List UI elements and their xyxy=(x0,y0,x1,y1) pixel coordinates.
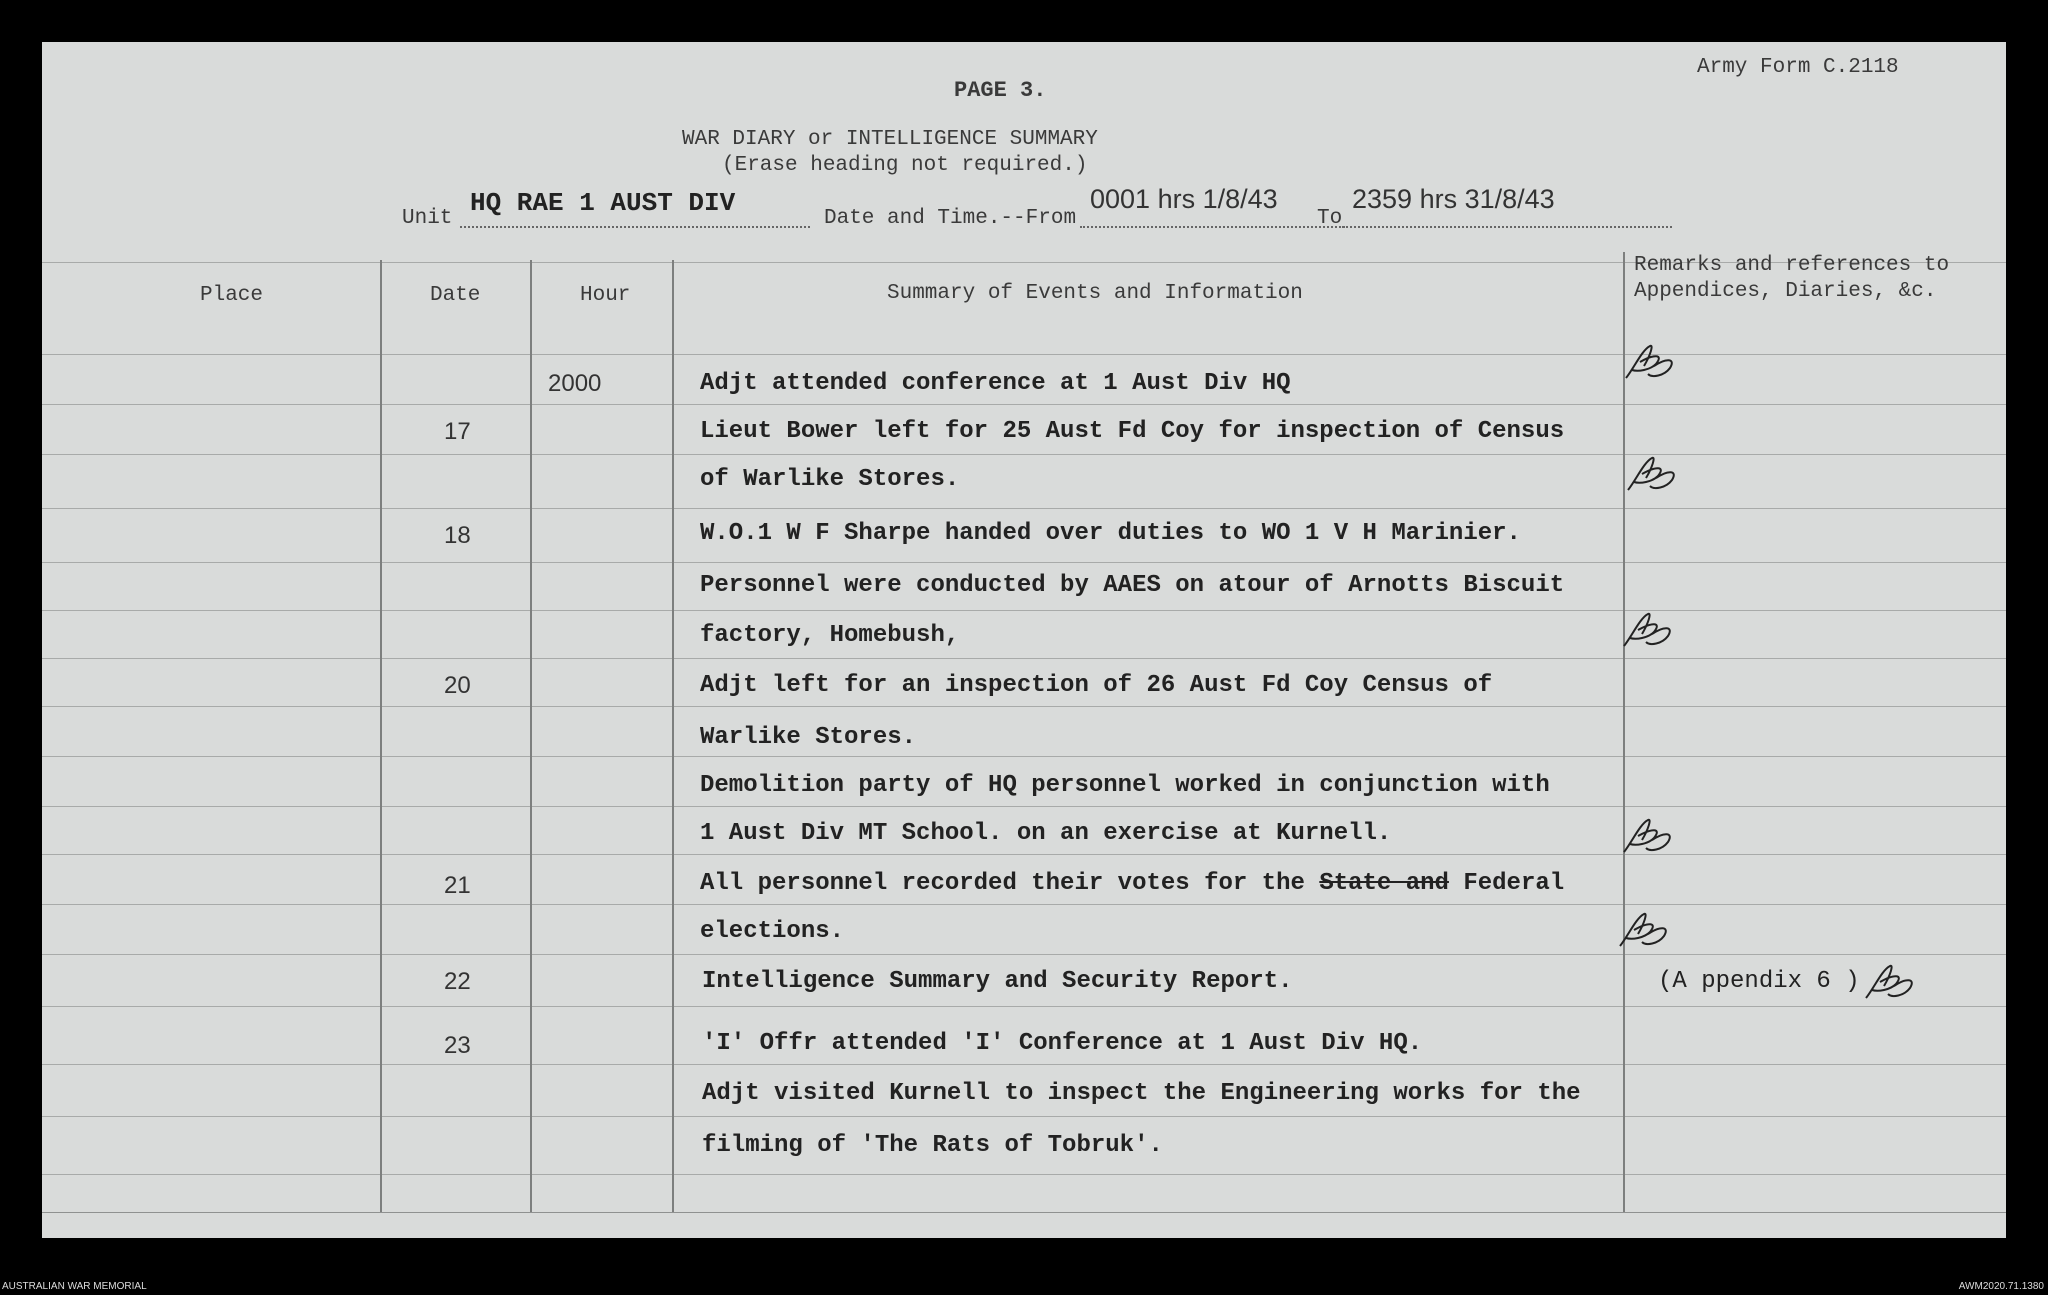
entry-date: 18 xyxy=(444,522,471,549)
column-header-date: Date xyxy=(430,284,481,307)
initials-signature xyxy=(1618,608,1680,652)
entry-text: elections. xyxy=(700,918,845,945)
page-title: WAR DIARY or INTELLIGENCE SUMMARY xyxy=(682,128,1098,151)
ruled-line xyxy=(42,658,2006,659)
ruled-line xyxy=(42,610,2006,611)
to-label: To xyxy=(1317,207,1343,230)
entry-date: 22 xyxy=(444,968,471,995)
ruled-line xyxy=(42,1006,2006,1007)
ruled-line xyxy=(42,954,2006,955)
table-bottom-line xyxy=(42,1212,2006,1213)
initials-signature xyxy=(1618,814,1680,858)
initials-signature xyxy=(1860,960,1922,1004)
ruled-line xyxy=(42,756,2006,757)
entry-text: Personnel were conducted by AAES on atour of Arnotts Biscuit xyxy=(700,572,1565,599)
initials-signature xyxy=(1614,908,1676,952)
ruled-line xyxy=(42,454,2006,455)
entry-text-part: All personnel recorded their votes for the xyxy=(700,870,1320,897)
entry-date: 23 xyxy=(444,1032,471,1059)
page-subtitle: (Erase heading not required.) xyxy=(722,154,1088,177)
column-header-hour: Hour xyxy=(580,284,631,307)
ruled-line xyxy=(42,508,2006,509)
ruled-line xyxy=(42,904,2006,905)
ruled-line xyxy=(42,1116,2006,1117)
to-value: 2359 hrs 31/8/43 xyxy=(1352,184,1555,214)
entry-text: factory, Homebush, xyxy=(700,622,960,649)
column-header-remarks-line2: Appendices, Diaries, &c. xyxy=(1634,280,1937,303)
ruled-line xyxy=(42,706,2006,707)
unit-dotted-line xyxy=(460,226,810,228)
entry-text: Adjt visited Kurnell to inspect the Engineering works for the xyxy=(702,1080,1581,1107)
entry-text: Demolition party of HQ personnel worked in conjunction with xyxy=(700,772,1550,799)
date-label: Date and Time.--From xyxy=(824,207,1077,230)
entry-text: of Warlike Stores. xyxy=(700,466,960,493)
column-divider xyxy=(530,260,532,1212)
column-header-place: Place xyxy=(200,284,264,307)
unit-label: Unit xyxy=(402,207,453,230)
column-divider xyxy=(1623,252,1625,1212)
entry-text: Warlike Stores. xyxy=(700,724,917,751)
entry-text xyxy=(700,870,1564,897)
entry-text: filming of 'The Rats of Tobruk'. xyxy=(702,1132,1163,1159)
entry-text: Adjt attended conference at 1 Aust Div HQ xyxy=(700,370,1291,397)
column-divider xyxy=(380,260,382,1212)
entry-text: Lieut Bower left for 25 Aust Fd Coy for inspection of Census xyxy=(700,418,1565,445)
column-header-remarks: Remarks and references to xyxy=(1634,254,1950,277)
ruled-line xyxy=(42,854,2006,855)
column-divider xyxy=(672,260,674,1212)
struck-text: State and xyxy=(1319,870,1449,897)
appendix-remark: (A ppendix 6 ) xyxy=(1658,968,1860,995)
ruled-line xyxy=(42,1064,2006,1065)
entry-text: W.O.1 W F Sharpe handed over duties to WO 1 V H Marinier. xyxy=(700,520,1521,547)
ruled-line xyxy=(42,562,2006,563)
from-dotted-line xyxy=(1080,226,1348,228)
entry-text: Adjt left for an inspection of 26 Aust Fd Coy Census of xyxy=(700,672,1493,699)
entry-text-part: Federal xyxy=(1448,870,1565,897)
diary-page xyxy=(42,42,2006,1238)
initials-signature xyxy=(1620,340,1682,384)
footer-reference: AWM2020.71.1380 xyxy=(1958,1281,2044,1292)
page-number: PAGE 3. xyxy=(954,78,1047,103)
to-dotted-line xyxy=(1342,226,1672,228)
ruled-line xyxy=(42,404,2006,405)
entry-date: 20 xyxy=(444,672,471,699)
ruled-line xyxy=(42,1174,2006,1175)
entry-text: Intelligence Summary and Security Report. xyxy=(702,968,1293,995)
column-header-summary: Summary of Events and Information xyxy=(887,282,1303,305)
entry-date: 21 xyxy=(444,872,471,899)
entry-text: 1 Aust Div MT School. on an exercise at Kurnell. xyxy=(700,820,1392,847)
from-value: 0001 hrs 1/8/43 xyxy=(1090,184,1278,214)
entry-hour: 2000 xyxy=(548,370,602,397)
ruled-line xyxy=(42,806,2006,807)
form-number: Army Form C.2118 xyxy=(1697,56,1899,79)
entry-date: 17 xyxy=(444,418,471,445)
entry-text: 'I' Offr attended 'I' Conference at 1 Aust Div HQ. xyxy=(702,1030,1423,1057)
ruled-line xyxy=(42,354,2006,355)
initials-signature xyxy=(1622,452,1684,496)
unit-value: HQ RAE 1 AUST DIV xyxy=(470,188,736,218)
footer-credit: AUSTRALIAN WAR MEMORIAL xyxy=(2,1281,147,1292)
